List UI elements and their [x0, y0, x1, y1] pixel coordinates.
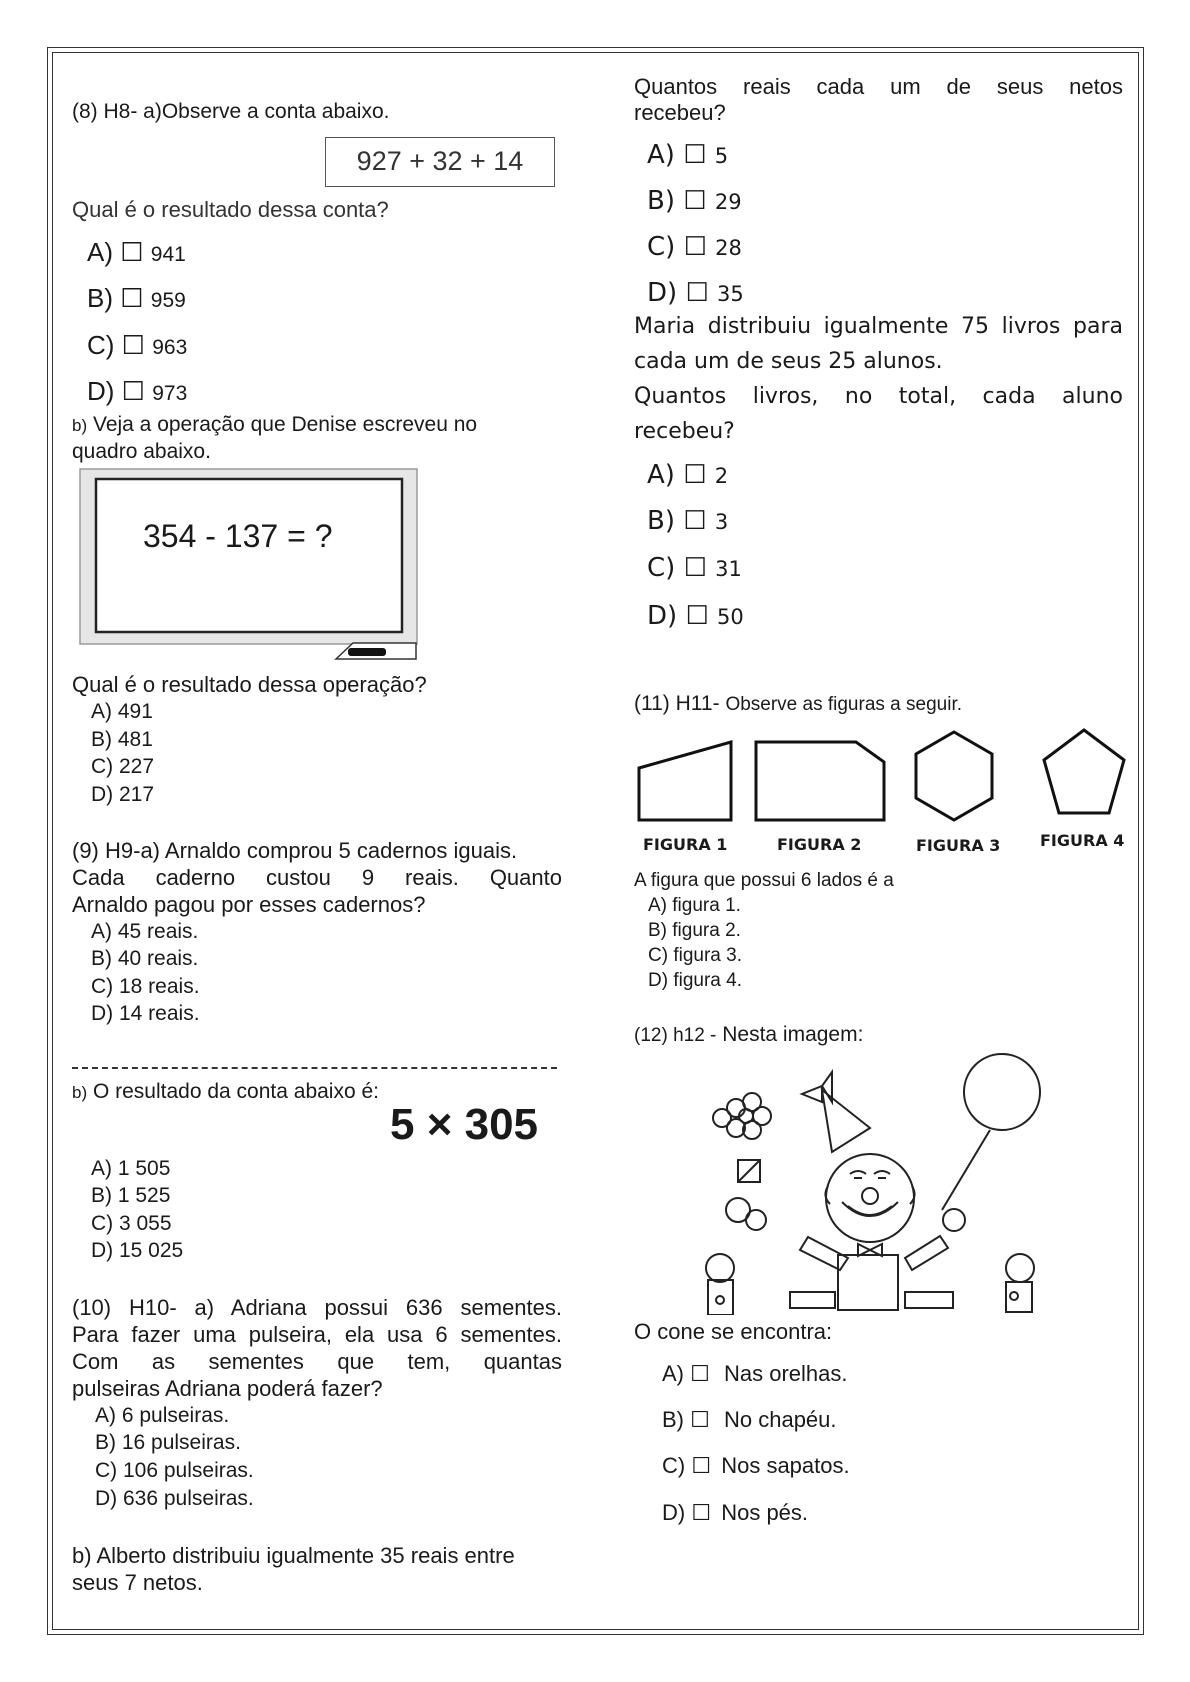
- option-value: 3: [714, 510, 729, 534]
- q9-a-line3: Arnaldo pagou por esses cadernos?: [72, 892, 426, 917]
- q8-a-option-d[interactable]: [87, 376, 187, 407]
- whiteboard-text: 354 - 137 = ?: [143, 518, 333, 554]
- option-value: 35: [717, 282, 744, 306]
- balloon-shape: [964, 1054, 1040, 1130]
- option-value: 31: [715, 557, 742, 581]
- q11-option-c[interactable]: C) figura 3.: [648, 945, 742, 966]
- checkbox-icon[interactable]: ☐: [690, 1361, 710, 1386]
- checkbox-icon[interactable]: ☐: [690, 1407, 710, 1432]
- q11-figures: [634, 725, 1134, 825]
- q10-a-option-b[interactable]: B) 16 pulseiras.: [95, 1431, 241, 1454]
- q9-a-option-b[interactable]: B) 40 reais.: [91, 947, 199, 970]
- option-letter: C): [87, 330, 115, 360]
- q8-b-option-c[interactable]: C) 227: [91, 755, 155, 778]
- option-value: Nos sapatos.: [721, 1453, 850, 1478]
- figure-1-label: FIGURA 1: [643, 835, 728, 854]
- q9-a-option-c[interactable]: C) 18 reais.: [91, 975, 200, 998]
- q11-prompt-number: (11) H11-: [634, 692, 720, 715]
- q9-b-prefix: b): [72, 1083, 88, 1102]
- q10-c-option-a[interactable]: [647, 460, 728, 490]
- q9-b-prompt-text: O resultado da conta abaixo é:: [92, 1080, 379, 1103]
- q11-prompt-text: Observe as figuras a seguir.: [725, 694, 963, 715]
- q10-a-option-c[interactable]: C) 106 pulseiras.: [95, 1459, 254, 1482]
- q8-b-option-d[interactable]: D) 217: [91, 783, 155, 806]
- q9-b-option-d[interactable]: D) 15 025: [91, 1239, 184, 1262]
- option-letter: D): [647, 278, 678, 308]
- q11-option-b[interactable]: B) figura 2.: [648, 920, 741, 941]
- q12-option-d[interactable]: [662, 1500, 808, 1526]
- q10-c-line4: recebeu?: [634, 419, 735, 444]
- option-value: Nos pés.: [721, 1500, 809, 1525]
- checkbox-icon[interactable]: ☐: [683, 140, 707, 170]
- q11-question: A figura que possui 6 lados é a: [634, 870, 894, 891]
- option-value: 29: [714, 190, 742, 214]
- q9-b-calculation: 5 × 305: [390, 1100, 539, 1149]
- q10-b-line1: b) Alberto distribuiu igualmente 35 reais entre: [72, 1543, 515, 1568]
- q10-a-option-d[interactable]: D) 636 pulseiras.: [95, 1487, 254, 1510]
- checkbox-icon[interactable]: ☐: [683, 232, 707, 262]
- figure-3-hexagon: [916, 732, 992, 820]
- checkbox-icon[interactable]: ☐: [683, 460, 707, 490]
- q11-option-d[interactable]: D) figura 4.: [648, 970, 742, 991]
- q12-prompt: [634, 1023, 863, 1047]
- q8-operation-box: 927 + 32 + 14: [325, 137, 555, 187]
- option-value: 50: [717, 605, 744, 629]
- q8-b-option-b[interactable]: B) 481: [91, 728, 153, 751]
- q10-c-line1: Maria distribuiu igualmente 75 livros para: [634, 314, 1123, 339]
- option-value: 5: [714, 144, 729, 168]
- q12-question: O cone se encontra:: [634, 1319, 833, 1344]
- q12-prompt-number: (12) h12 -: [634, 1025, 717, 1046]
- option-letter: C): [647, 553, 676, 583]
- q10-b-line3: Quantos reais cada um de seus netos: [634, 74, 1123, 99]
- q10-b-option-a[interactable]: [647, 140, 728, 170]
- figure-2-label: FIGURA 2: [777, 835, 862, 854]
- option-value: 963: [152, 336, 188, 359]
- q8-b-prompt-line1: Veja a operação que Denise escreveu no: [92, 413, 478, 436]
- figure-3-label: FIGURA 3: [916, 836, 1001, 855]
- q9-a-option-a[interactable]: A) 45 reais.: [91, 920, 199, 943]
- q8-b-prompt: [72, 413, 477, 437]
- option-value: 959: [150, 289, 186, 312]
- option-value: 28: [715, 236, 742, 260]
- q10-a-option-a[interactable]: A) 6 pulseiras.: [95, 1404, 230, 1427]
- q10-b-line4: recebeu?: [634, 100, 726, 125]
- q12-option-c[interactable]: [662, 1453, 850, 1479]
- q10-b-option-b[interactable]: [647, 186, 742, 216]
- q9-a-line2: Cada caderno custou 9 reais. Quanto: [72, 865, 562, 890]
- q10-c-option-b[interactable]: [647, 506, 728, 536]
- figure-1-quadrilateral: [639, 742, 731, 820]
- q11-prompt: [634, 692, 962, 716]
- q8-b-question: Qual é o resultado dessa operação?: [72, 672, 427, 697]
- clown-head: [826, 1154, 914, 1242]
- whiteboard-illustration: [78, 467, 423, 667]
- q9-b-option-c[interactable]: C) 3 055: [91, 1212, 172, 1235]
- q8-a-question: Qual é o resultado dessa conta?: [72, 197, 389, 222]
- option-value: 941: [150, 243, 186, 266]
- option-letter: B): [647, 186, 675, 216]
- q8-b-option-a[interactable]: A) 491: [91, 700, 153, 723]
- q12-option-a[interactable]: [662, 1361, 848, 1387]
- checkbox-icon[interactable]: ☐: [691, 1453, 712, 1478]
- q10-b-line2: seus 7 netos.: [72, 1570, 203, 1595]
- q10-c-option-d[interactable]: [647, 601, 744, 631]
- q9-b-prompt: [72, 1080, 379, 1104]
- option-letter: A): [647, 460, 675, 490]
- option-letter: C): [662, 1453, 686, 1478]
- q9-a-option-d[interactable]: D) 14 reais.: [91, 1002, 200, 1025]
- q11-option-a[interactable]: A) figura 1.: [648, 895, 741, 916]
- q10-a-line3: Com as sementes que tem, quantas: [72, 1349, 562, 1374]
- checkbox-icon[interactable]: ☐: [685, 601, 709, 631]
- q9-b-option-a[interactable]: A) 1 505: [91, 1157, 171, 1180]
- flower-shape: [713, 1093, 771, 1139]
- q10-b-option-c[interactable]: [647, 232, 742, 262]
- q10-a-line4: pulseiras Adriana poderá fazer?: [72, 1376, 383, 1401]
- clown-illustration: [700, 1050, 1060, 1315]
- q12-option-b[interactable]: [662, 1407, 837, 1433]
- q8-b-prefix: b): [72, 416, 88, 435]
- option-letter: B): [662, 1407, 684, 1432]
- checkbox-icon[interactable]: ☐: [121, 330, 145, 360]
- figure-4-pentagon: [1044, 730, 1124, 813]
- section-divider: [72, 1067, 557, 1069]
- option-letter: B): [87, 283, 113, 313]
- option-letter: D): [662, 1500, 686, 1525]
- q10-a-line1: (10) H10- a) Adriana possui 636 sementes.: [72, 1295, 562, 1320]
- q10-c-line3: Quantos livros, no total, cada aluno: [634, 384, 1123, 409]
- option-letter: D): [87, 376, 115, 406]
- figure-4-label: FIGURA 4: [1040, 831, 1125, 850]
- q9-a-line1: (9) H9-a) Arnaldo comprou 5 cadernos iguais.: [72, 838, 518, 863]
- checkbox-icon[interactable]: ☐: [683, 506, 707, 536]
- q10-a-line2: Para fazer uma pulseira, ela usa 6 sementes.: [72, 1322, 562, 1347]
- checkbox-icon[interactable]: ☐: [121, 376, 145, 406]
- checkbox-icon[interactable]: ☐: [691, 1500, 712, 1525]
- option-letter: A): [87, 237, 113, 267]
- option-letter: C): [647, 232, 676, 262]
- option-letter: A): [662, 1361, 684, 1386]
- q8-b-prompt-line2: quadro abaixo.: [72, 440, 211, 463]
- checkbox-icon[interactable]: ☐: [683, 186, 707, 216]
- option-letter: B): [647, 506, 675, 536]
- q10-c-line2: cada um de seus 25 alunos.: [634, 349, 943, 374]
- checkbox-icon[interactable]: ☐: [120, 237, 144, 267]
- q10-b-option-d[interactable]: [647, 278, 744, 308]
- checkbox-icon[interactable]: ☐: [683, 553, 707, 583]
- checkbox-icon[interactable]: ☐: [685, 278, 709, 308]
- q8-a-option-b[interactable]: [87, 283, 186, 314]
- figure-2-pentagon: [756, 742, 884, 820]
- option-value: No chapéu.: [723, 1407, 837, 1432]
- option-value: 2: [714, 464, 729, 488]
- q9-b-option-b[interactable]: B) 1 525: [91, 1184, 171, 1207]
- q10-c-option-c[interactable]: [647, 553, 742, 583]
- option-letter: A): [647, 140, 675, 170]
- q8-a-option-a[interactable]: [87, 237, 186, 268]
- q12-prompt-text: Nesta imagem:: [722, 1023, 864, 1046]
- q8-a-option-c[interactable]: [87, 330, 187, 361]
- option-letter: D): [647, 601, 678, 631]
- option-value: Nas orelhas.: [723, 1361, 848, 1386]
- q8-a-prompt: (8) H8- a)Observe a conta abaixo.: [72, 100, 390, 123]
- option-value: 973: [152, 382, 188, 405]
- checkbox-icon[interactable]: ☐: [120, 283, 144, 313]
